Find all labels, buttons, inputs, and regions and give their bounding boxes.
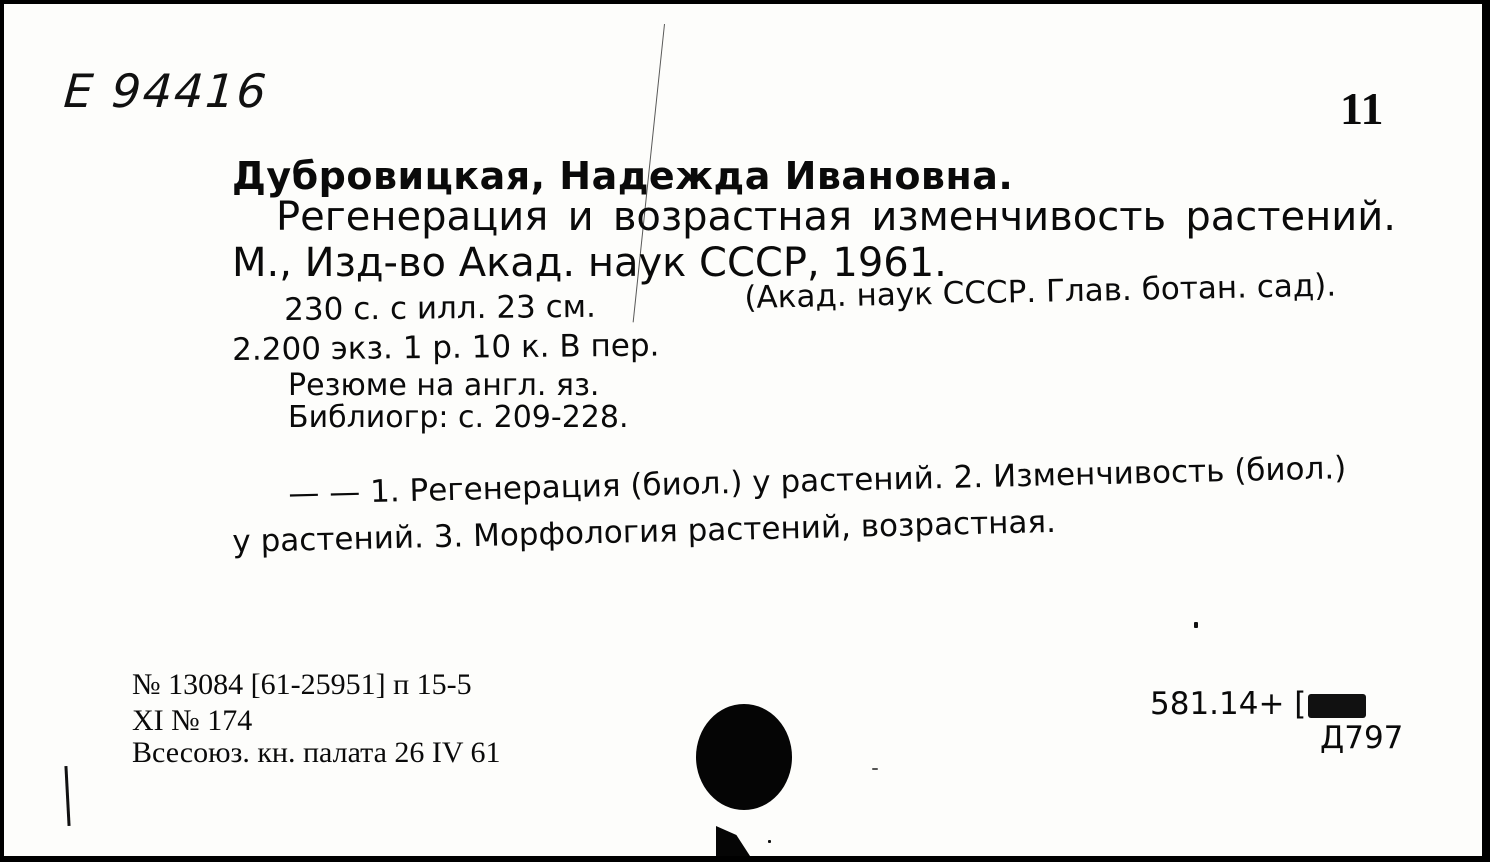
margin-pencil-mark <box>64 766 70 826</box>
classification-text: 581.14+ [ <box>1150 686 1307 722</box>
punch-hole-tear <box>716 826 750 856</box>
subject-headings-continued: у растений. 3. Морфология растений, возрастная. <box>232 503 1057 560</box>
title-line: Регенерация и возрастная изменчивость растений. <box>276 194 1396 240</box>
catalog-card <box>4 4 1482 856</box>
handwritten-shelf-code: E 94416 <box>62 64 270 118</box>
ink-speck <box>768 840 771 843</box>
ink-speck <box>1194 622 1198 628</box>
bibliography-note: Библиогр: с. 209-228. <box>288 400 629 435</box>
card-registration-number: № 13084 [61-25951] п 15-5 <box>132 668 472 701</box>
page-number: 11 <box>1340 83 1384 134</box>
classification-code <box>1150 686 1366 722</box>
chamber-imprint: Всесоюз. кн. палата 26 IV 61 <box>132 736 501 769</box>
author-heading: Дубровицкая, Надежда Ивановна. <box>232 154 1014 198</box>
ink-blot <box>1308 694 1366 718</box>
card-series-number: XI № 174 <box>132 704 253 737</box>
summary-note: Резюме на англ. яз. <box>288 368 600 403</box>
print-run-price: 2.200 экз. 1 р. 10 к. В пер. <box>232 327 660 368</box>
subject-headings: — — 1. Регенерация (биол.) у растений. 2. Изменчивость (биол.) <box>288 450 1347 512</box>
punch-hole <box>696 704 792 810</box>
ink-speck <box>872 768 878 770</box>
series-statement: (Акад. наук СССР. Глав. ботан. сад). <box>744 267 1337 316</box>
physical-description: 230 с. с илл. 23 см. <box>284 288 597 328</box>
imprint-line: М., Изд-во Акад. наук СССР, 1961. <box>232 240 947 286</box>
cutter-number: Д797 <box>1320 720 1404 756</box>
